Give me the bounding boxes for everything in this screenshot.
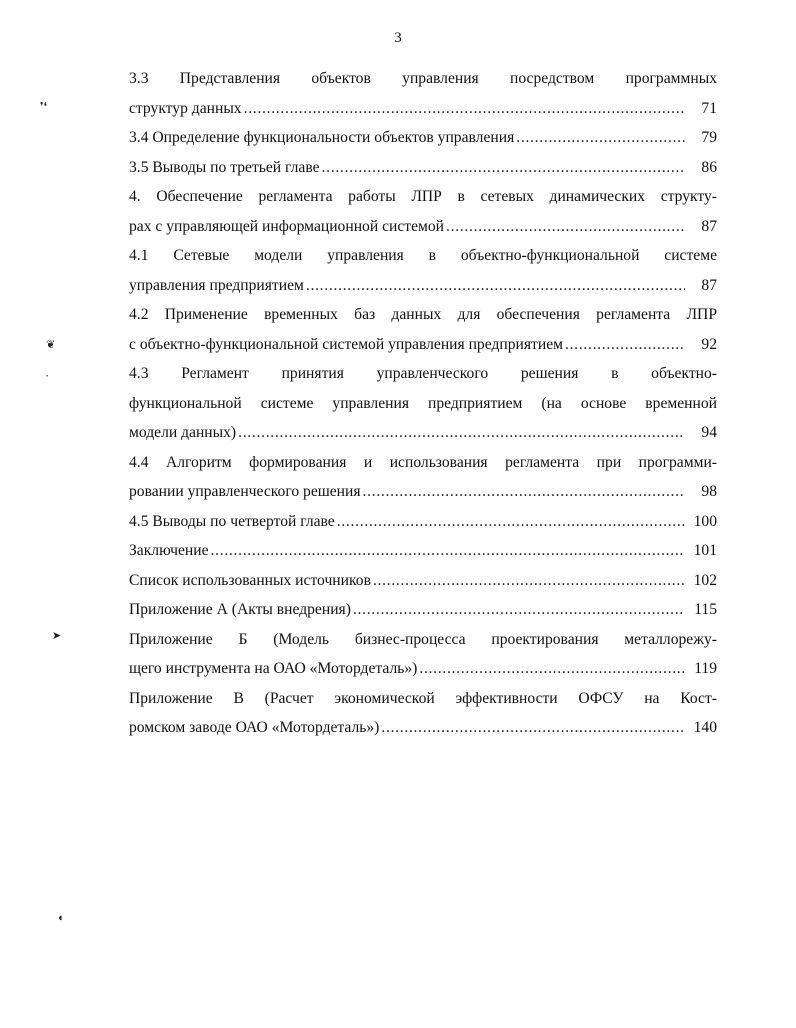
toc-entry xyxy=(129,595,717,625)
scan-mark: ◖ xyxy=(57,912,64,924)
toc-entry-text-line: 4.3 Регламент принятия управленческого решения в объектно- xyxy=(129,365,717,382)
toc-page-number: 71 xyxy=(701,99,717,117)
scan-mark: ❜❛ xyxy=(40,101,48,113)
dot-leader xyxy=(446,212,685,242)
toc-entry-text-line: 3.3 Представления объектов управления посредством программных xyxy=(129,70,717,87)
toc-entry-title: щего инструмента на ОАО «Мотордеталь») xyxy=(129,660,418,677)
page-number: 3 xyxy=(394,30,402,46)
toc-entry-last-line xyxy=(129,212,717,242)
toc-entry-title: ровании управленческого решения xyxy=(129,483,361,500)
toc-page-number: 94 xyxy=(701,424,717,441)
toc-entry-title: 3.4 Определение функциональности объектов управления xyxy=(129,129,515,146)
toc-entry-title: Заключение xyxy=(129,542,209,559)
toc-entry-text-line: 4.1 Сетевые модели управления в объектно-функциональной системе xyxy=(129,247,717,264)
toc-entry xyxy=(129,536,717,566)
toc-entry-last-line xyxy=(129,123,717,153)
dot-leader xyxy=(373,566,685,596)
toc-entry xyxy=(129,153,717,183)
dot-leader xyxy=(238,418,685,448)
toc-entry xyxy=(129,182,717,241)
toc-entry-title: 4.5 Выводы по четвертой главе xyxy=(129,512,335,530)
dot-leader xyxy=(322,153,685,183)
table-of-contents xyxy=(129,64,717,743)
toc-entry-title: управления предприятием xyxy=(129,276,304,294)
toc-entry-title: 3.5 Выводы по третьей главе xyxy=(129,158,320,176)
dot-leader xyxy=(565,330,685,360)
toc-entry xyxy=(129,123,717,153)
dot-leader xyxy=(211,536,685,566)
toc-entry-text-line: функциональной системе управления предприятием (на основе временной xyxy=(129,394,717,412)
toc-entry xyxy=(129,566,717,596)
toc-entry-last-line xyxy=(129,566,717,596)
toc-page-number: 98 xyxy=(701,483,717,500)
toc-entry xyxy=(129,359,717,448)
toc-entry-last-line xyxy=(129,153,717,183)
toc-entry-last-line xyxy=(129,330,717,360)
toc-entry-last-line xyxy=(129,94,717,124)
toc-entry-text-line: 4.2 Применение временных баз данных для обеспечения регламента ЛПР xyxy=(129,306,717,323)
toc-entry xyxy=(129,448,717,507)
toc-page-number: 140 xyxy=(693,719,717,736)
toc-page-number: 119 xyxy=(694,660,717,677)
dot-leader xyxy=(244,94,685,124)
toc-entry-last-line xyxy=(129,507,717,537)
dot-leader xyxy=(337,507,685,537)
dot-leader xyxy=(306,271,685,301)
dot-leader xyxy=(353,595,685,625)
toc-page-number: 87 xyxy=(701,217,717,235)
scan-mark: ❦ xyxy=(46,339,56,351)
toc-entry-last-line xyxy=(129,418,717,448)
toc-entry-title: рах с управляющей информационной системой xyxy=(129,217,445,235)
toc-entry-text-line: 4.4 Алгоритм формирования и использования регламента при программи- xyxy=(129,453,717,471)
dot-leader xyxy=(516,123,685,153)
toc-page-number: 79 xyxy=(701,129,717,146)
toc-entry-title: структур данных xyxy=(129,99,242,117)
toc-entry xyxy=(129,507,717,537)
toc-entry-last-line xyxy=(129,536,717,566)
dot-leader xyxy=(363,477,685,507)
toc-page-number: 115 xyxy=(694,601,717,618)
toc-entry xyxy=(129,300,717,359)
toc-entry-last-line xyxy=(129,654,717,684)
toc-entry-last-line xyxy=(129,271,717,301)
scan-mark: ➤ xyxy=(52,630,62,642)
toc-entry xyxy=(129,241,717,300)
dot-leader xyxy=(419,654,685,684)
toc-entry xyxy=(129,625,717,684)
toc-entry-title: модели данных) xyxy=(129,424,237,441)
toc-entry-title: с объектно-функциональной системой управления предприятием xyxy=(129,335,563,353)
toc-entry-title: Список использованных источников xyxy=(129,571,371,589)
toc-entry-title: ромском заводе ОАО «Мотордеталь») xyxy=(129,719,380,736)
toc-entry-last-line xyxy=(129,713,717,743)
toc-entry-title: Приложение А (Акты внедрения) xyxy=(129,601,351,618)
toc-entry xyxy=(129,684,717,743)
dot-leader xyxy=(381,713,685,743)
toc-entry-last-line xyxy=(129,477,717,507)
scan-mark: • xyxy=(46,374,49,380)
toc-page-number: 87 xyxy=(701,276,717,294)
toc-entry-text-line: 4. Обеспечение регламента работы ЛПР в сетевых динамических структу- xyxy=(129,188,717,205)
toc-entry xyxy=(129,64,717,123)
toc-page-number: 101 xyxy=(693,542,717,559)
toc-entry-text-line: Приложение Б (Модель бизнес-процесса проектирования металлорежу- xyxy=(129,630,717,648)
toc-page-number: 86 xyxy=(701,158,717,176)
toc-page-number: 100 xyxy=(693,512,717,530)
toc-entry-last-line xyxy=(129,595,717,625)
toc-entry-text-line: Приложение В (Расчет экономической эффективности ОФСУ на Кост- xyxy=(129,689,717,707)
toc-page-number: 102 xyxy=(693,571,717,589)
toc-page-number: 92 xyxy=(701,335,717,353)
